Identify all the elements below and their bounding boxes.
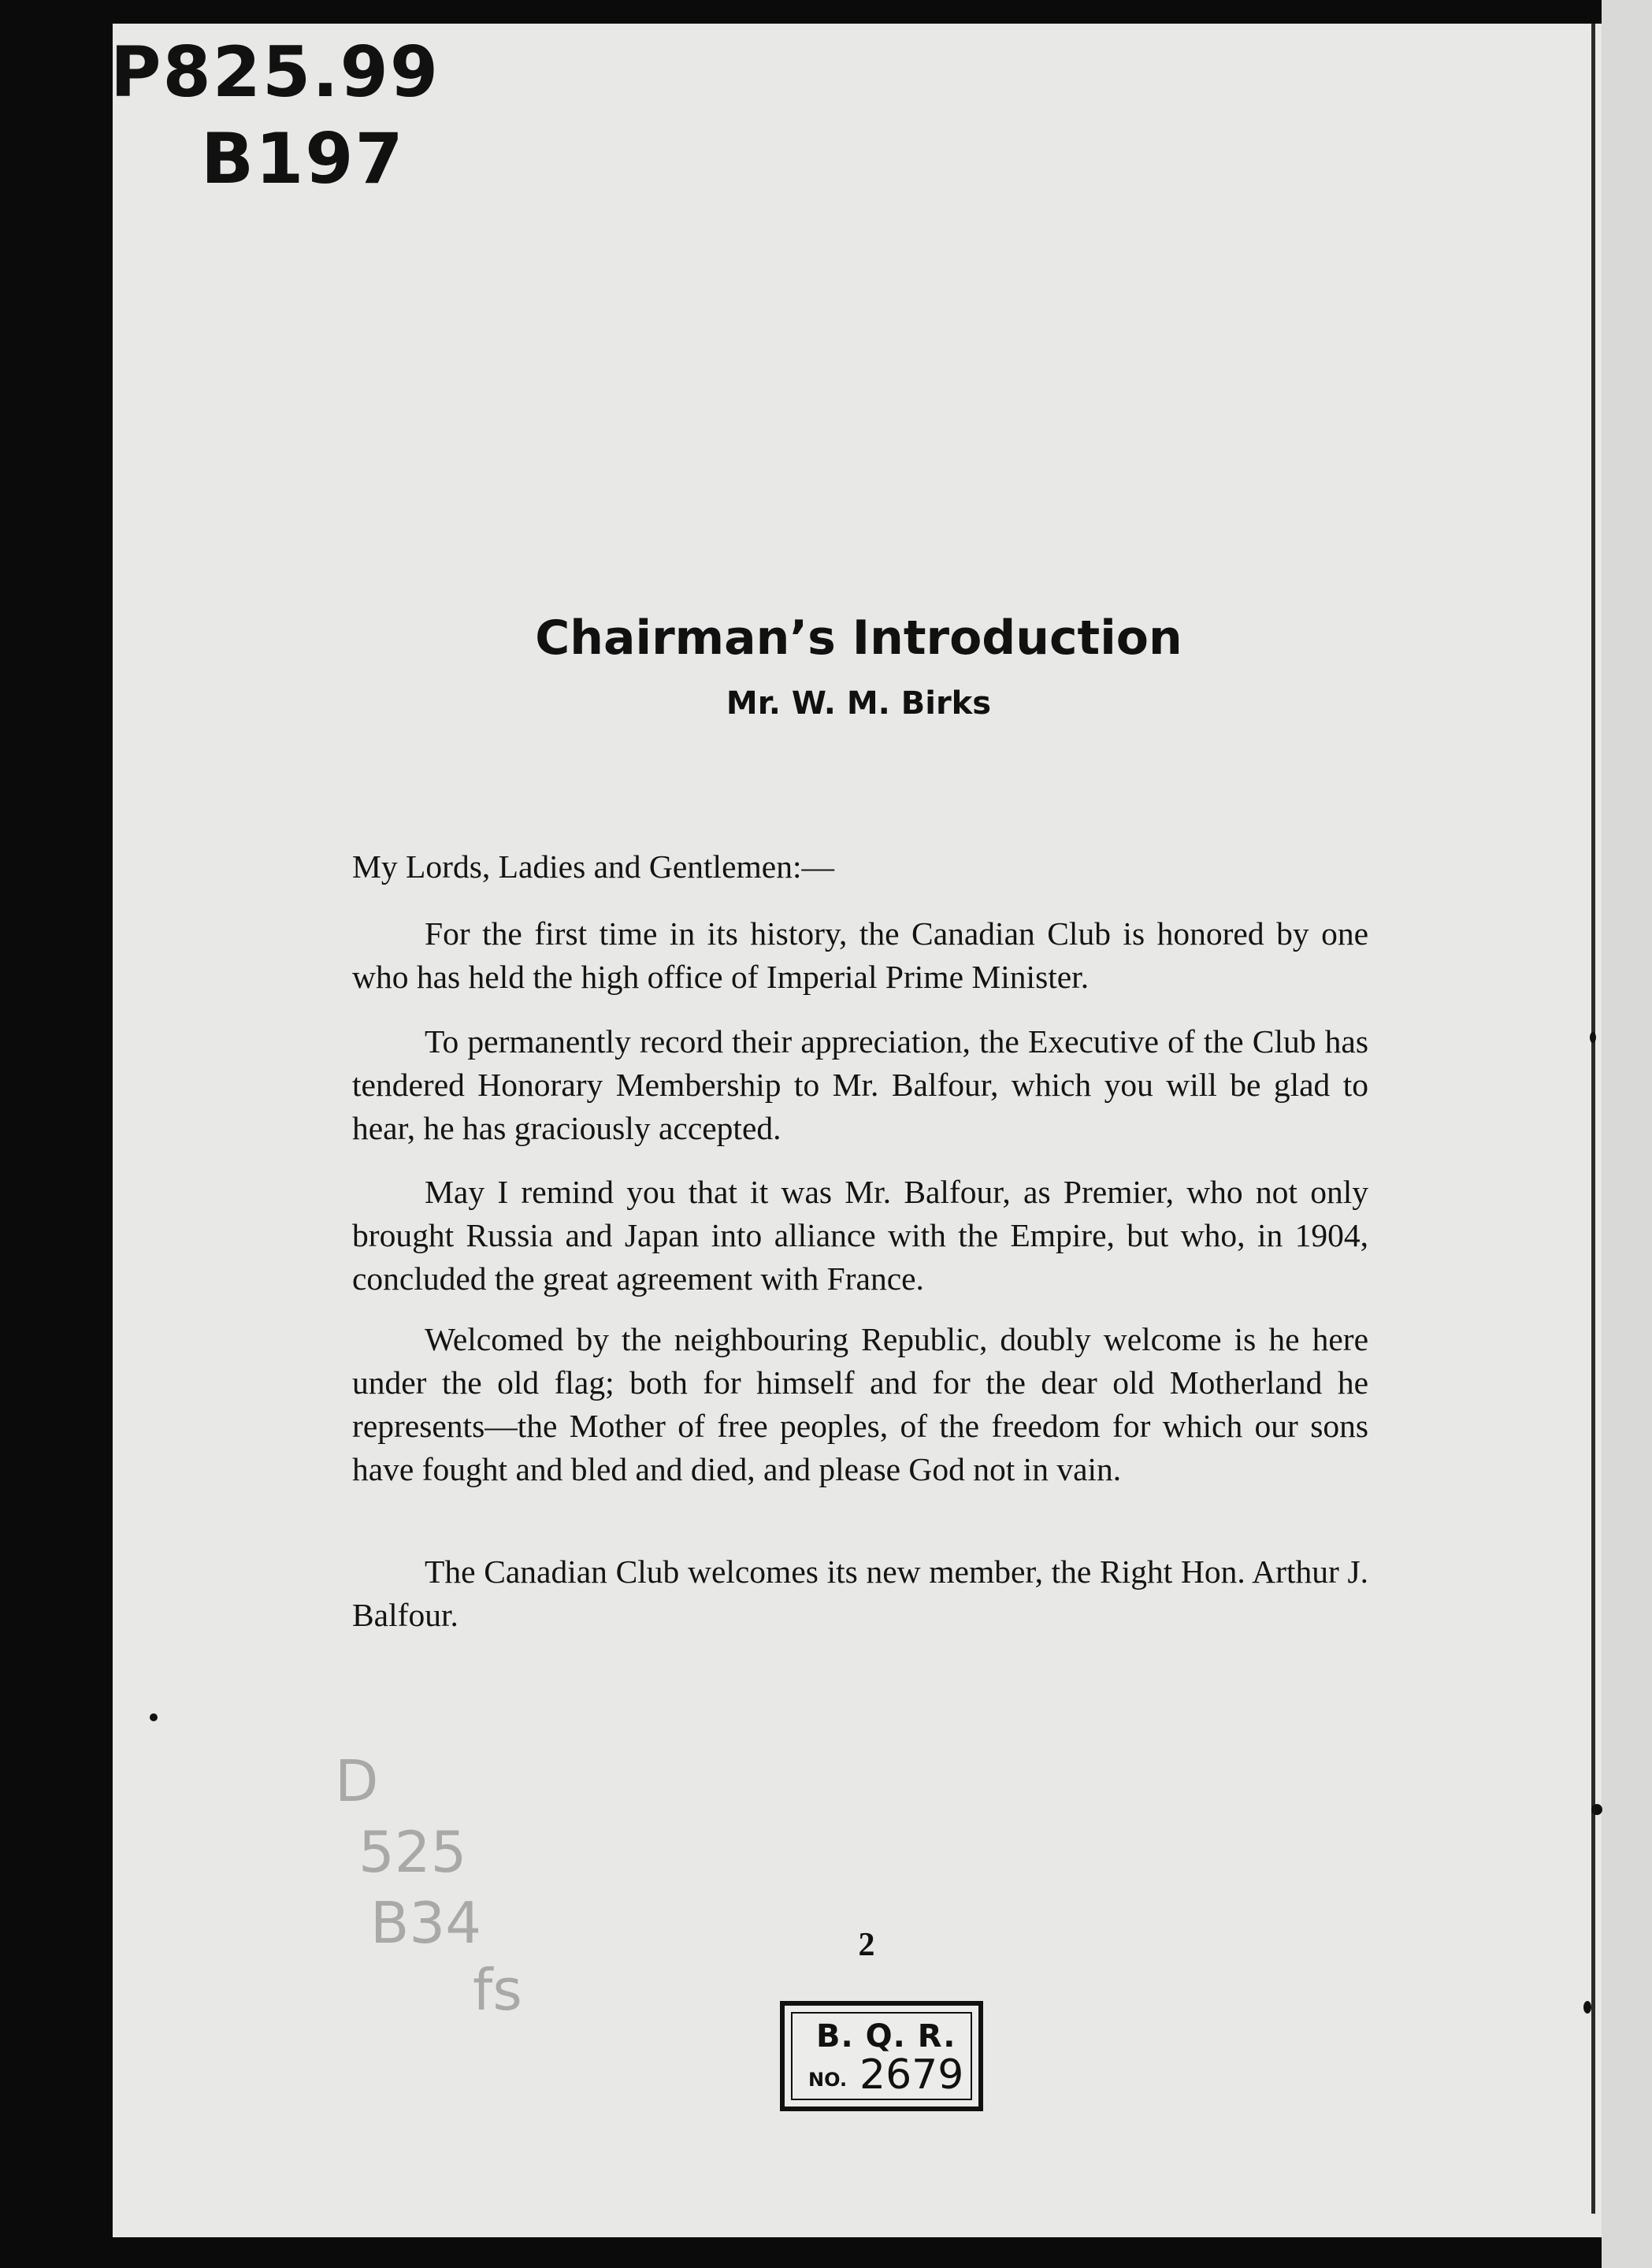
- paragraph: To permanently record their appreciation, the Executive of the Club has tendered Honorary Membership to Mr. Balfour, which you will be glad to hear, he has graciously accepted.: [352, 1023, 1368, 1146]
- library-stamp: [780, 2001, 983, 2111]
- paragraph: For the first time in its history, the Canadian Club is honored by one who has held the high office of Imperial Prime Minister.: [352, 915, 1368, 995]
- handwritten-call-number-2: B197: [201, 118, 405, 199]
- handwritten-call-number: P825.99: [110, 32, 440, 113]
- salutation: My Lords, Ladies and Gentlemen:—: [352, 848, 834, 885]
- page-number: 2: [858, 1927, 875, 1963]
- page-subtitle: Mr. W. M. Birks: [726, 685, 992, 722]
- pencil-annotation: D: [335, 1748, 379, 1814]
- stamp-number-label: NO.: [808, 2069, 848, 2091]
- scan-speck: [1583, 2001, 1591, 2014]
- pencil-annotation: 525: [358, 1819, 467, 1885]
- pencil-annotation: B34: [370, 1890, 482, 1956]
- stamp-number-value: 2679: [859, 2051, 964, 2099]
- pencil-annotation: fs: [473, 1957, 522, 2023]
- paragraph: May I remind you that it was Mr. Balfour, as Premier, who not only brought Russia and Japan into alliance with the Empire, but who, in 1904, concluded the great agreement with France.: [352, 1174, 1368, 1297]
- facing-page-edge: [1602, 0, 1652, 2268]
- scan-speck: [1590, 1032, 1596, 1043]
- paragraph: Welcomed by the neighbouring Republic, doubly welcome is he here under the old flag; both for himself and for the dear old Motherland he represents—the Mother of free peoples, of the freedom for which our sons have fought and bled and died, and please God not in vain.: [352, 1321, 1368, 1487]
- paragraph: The Canadian Club welcomes its new member, the Right Hon. Arthur J. Balfour.: [352, 1553, 1368, 1633]
- scan-speck: [1591, 1804, 1602, 1815]
- page-gutter-line: [1591, 24, 1595, 2214]
- stamp-title: B. Q. R.: [816, 2018, 956, 2055]
- page-title: Chairman’s Introduction: [535, 611, 1182, 666]
- scan-speck: [150, 1713, 158, 1721]
